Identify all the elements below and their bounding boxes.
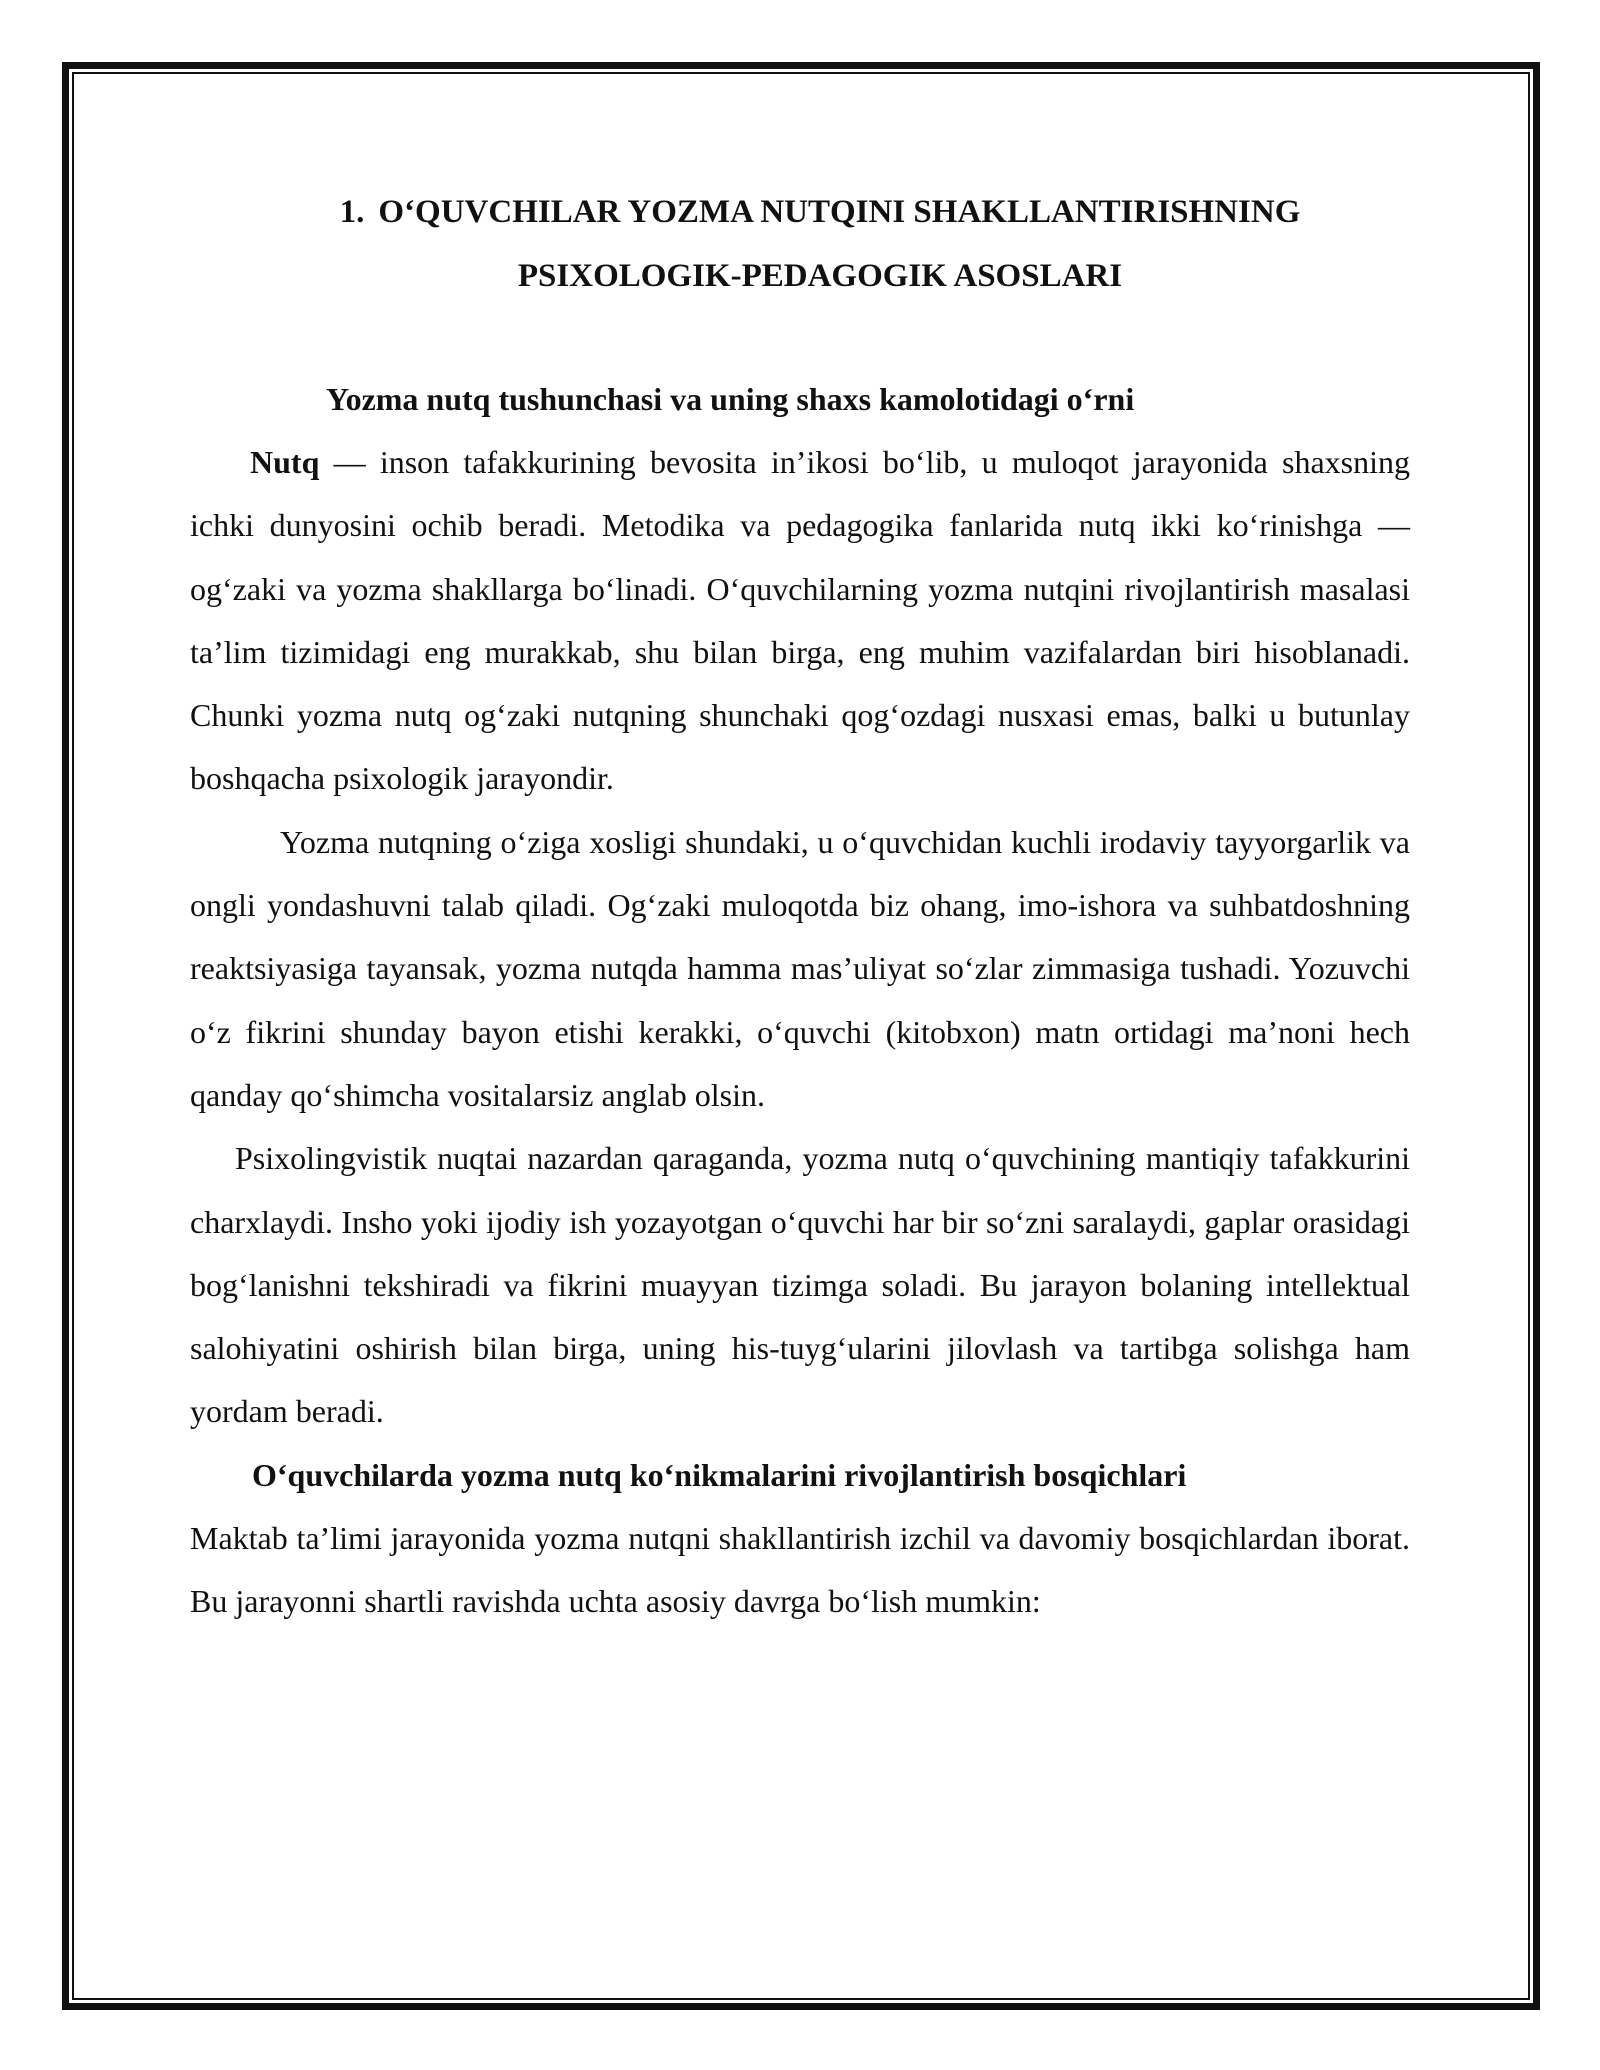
paragraph-1-lead-term: Nutq <box>250 444 320 480</box>
paragraph-1-text: — inson tafakkurining bevosita in’ikosi bo‘lib, u muloqot jarayonida shaxsning ichki dunyosini ochib beradi. Metodika va pedagogika fanlarida nutq ikki ko‘rinishga — og‘zaki va yozma shakllarga bo‘linadi. O‘quvchilarning yozma nutqini rivojlantirish masalasi ta’lim tizimidagi eng murakkab, shu bilan birga, eng muhim vazifalardan biri hisoblanadi. Chunki yozma nutq og‘zaki nutqning shunchaki qog‘ozdagi nusxasi emas, balki u butunlay boshqacha psixologik jarayondir. <box>190 444 1410 797</box>
paragraph-3: Psixolingvistik nuqtai nazardan qaraganda, yozma nutq o‘quvchining mantiqiy tafakkurini charxlaydi. Insho yoki ijodiy ish yozayotgan o‘quvchi har bir so‘zni saralaydi, gaplar orasidagi bog‘lanishni tekshiradi va fikrini muayyan tizimga soladi. Bu jarayon bolaning intellektual salohiyatini oshirish bilan birga, uning his-tuyg‘ularini jilovlash va tartibga solishga ham yordam beradi. <box>190 1140 1410 1430</box>
chapter-number: 1. <box>339 194 365 230</box>
chapter-title-line1: O‘QUVCHILAR YOZMA NUTQINI SHAKLLANTIRISHNING <box>378 194 1301 230</box>
chapter-title <box>190 180 1410 308</box>
paragraph-1 <box>190 431 1410 811</box>
title-spacer <box>190 308 1410 368</box>
chapter-title-line2: PSIXOLOGIK-PEDAGOGIK ASOSLARI <box>517 258 1123 294</box>
section-heading-2: O‘quvchilarda yozma nutq ko‘nikmalarini rivojlantirish bosqichlari <box>252 1456 1187 1493</box>
section-heading-1: Yozma nutq tushunchasi va uning shaxs kamolotidagi o‘rni <box>326 381 1135 417</box>
page-content <box>190 180 1410 1633</box>
paragraph-2: Yozma nutqning o‘ziga xosligi shundaki, u o‘quvchidan kuchli irodaviy tayyorgarlik va ongli yondashuvni talab qiladi. Og‘zaki muloqotda biz ohang, imo-ishora va suhbatdoshning reaktsiyasiga tayansak, yozma nutqda hamma mas’uliyat so‘zlar zimmasiga tushadi. Yozuvchi o‘z fikrini shunday bayon etishi kerakki, o‘quvchi (kitobxon) matn ortidagi ma’noni hech qanday qo‘shimcha vositalarsiz anglab olsin. <box>190 823 1410 1113</box>
paragraph-4: Maktab ta’limi jarayonida yozma nutqni shakllantirish izchil va davomiy bosqichlardan iborat. Bu jarayonni shartli ravishda uchta asosiy davrga bo‘lish mumkin: <box>190 1519 1410 1620</box>
